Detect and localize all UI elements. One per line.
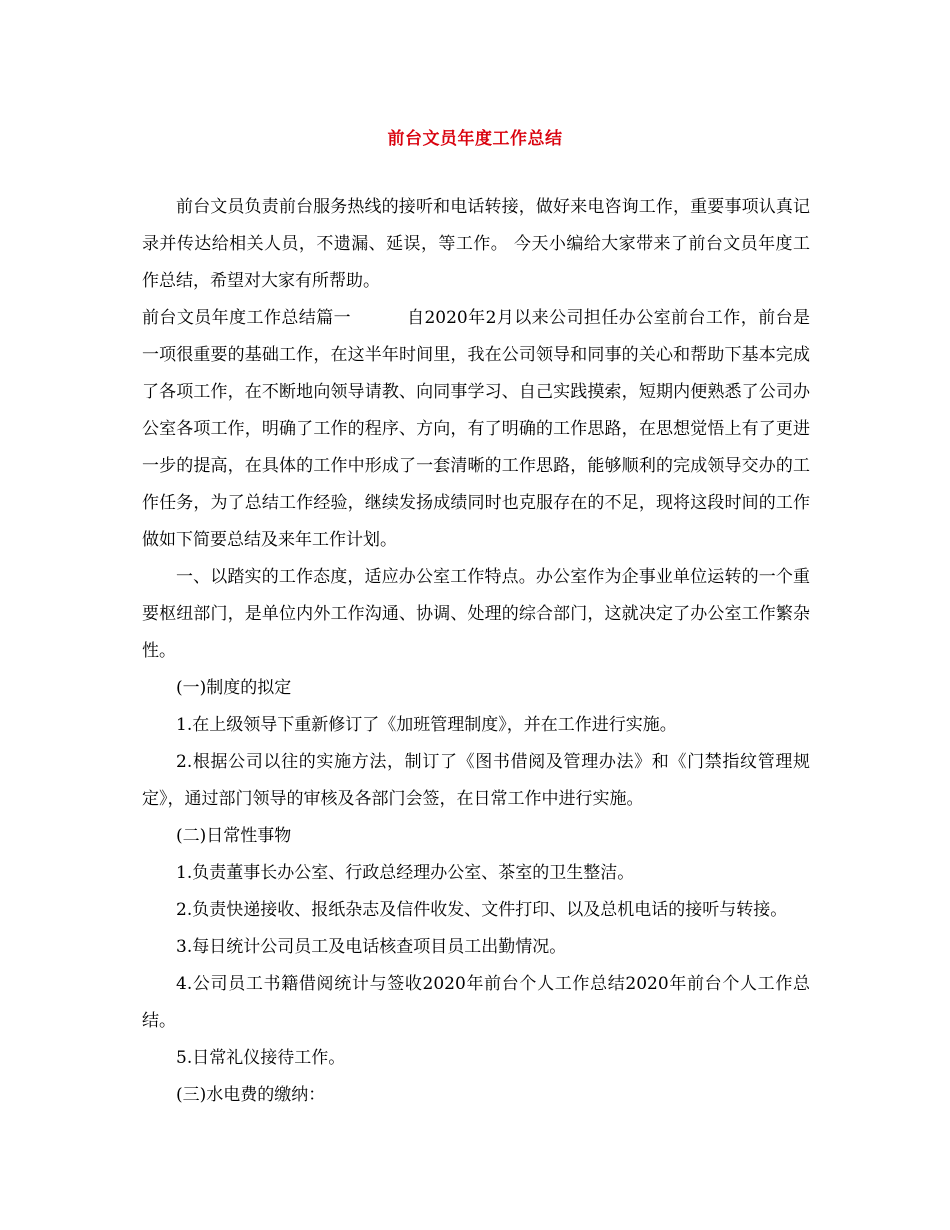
sub2-item-1: 1.负责董事长办公室、行政总经理办公室、茶室的卫生整洁。 [176, 863, 635, 883]
sub2-heading: (二)日常性事物 [176, 826, 292, 846]
section1-paragraph [142, 300, 810, 559]
sub2-item-4: 4.公司员工书籍借阅统计与签收2020年前台个人工作总结2020年前台个人工作总结。 [142, 974, 810, 1031]
document-body [142, 189, 810, 1114]
sub2-item-5: 5.日常礼仪接待工作。 [176, 1048, 346, 1068]
sub1-heading: (一)制度的拟定 [176, 678, 292, 698]
sub1-item-1: 1.在上级领导下重新修订了《加班管理制度》，并在工作进行实施。 [176, 715, 677, 735]
point1-paragraph: 一、以踏实的工作态度，适应办公室工作特点。办公室作为企事业单位运转的一个重要枢纽部门，是单位内外工作沟通、协调、处理的综合部门，这就决定了办公室工作繁杂性。 [142, 567, 810, 661]
sub2-item-2: 2.负责快递接收、报纸杂志及信件收发、文件打印、以及总机电话的接听与转接。 [176, 900, 788, 920]
section1-label: 前台文员年度工作总结篇一 [142, 308, 352, 328]
section1-text: 自2020年2月以来公司担任办公室前台工作，前台是一项很重要的基础工作，在这半年时间里，我在公司领导和同事的关心和帮助下基本完成了各项工作，在不断地向领导请教、向同事学习、自己实践摸索，短期内便熟悉了公司办公室各项工作，明确了工作的程序、方向，有了明确的工作思路，在思想觉悟上有了更进一步的提高，在具体的工作中形成了一套清晰的工作思路，能够顺利的完成领导交办的工作任务，为了总结工作经验，继续发扬成绩同时也克服存在的不足，现将这段时间的工作做如下简要总结及来年工作计划。 [142, 308, 810, 550]
sub2-item-3: 3.每日统计公司员工及电话核查项目员工出勤情况。 [176, 937, 567, 957]
sub1-item-2: 2.根据公司以往的实施方法，制订了《图书借阅及管理办法》和《门禁指纹管理规定》，通过部门领导的审核及各部门会签，在日常工作中进行实施。 [142, 752, 810, 809]
intro-paragraph: 前台文员负责前台服务热线的接听和电话转接，做好来电咨询工作，重要事项认真记录并传达给相关人员，不遗漏、延误，等工作。 今天小编给大家带来了前台文员年度工作总结，希望对大家有所帮助。 [142, 197, 810, 291]
document-title: 前台文员年度工作总结 [387, 129, 563, 149]
sub3-heading: (三)水电费的缴纳： [176, 1085, 326, 1105]
